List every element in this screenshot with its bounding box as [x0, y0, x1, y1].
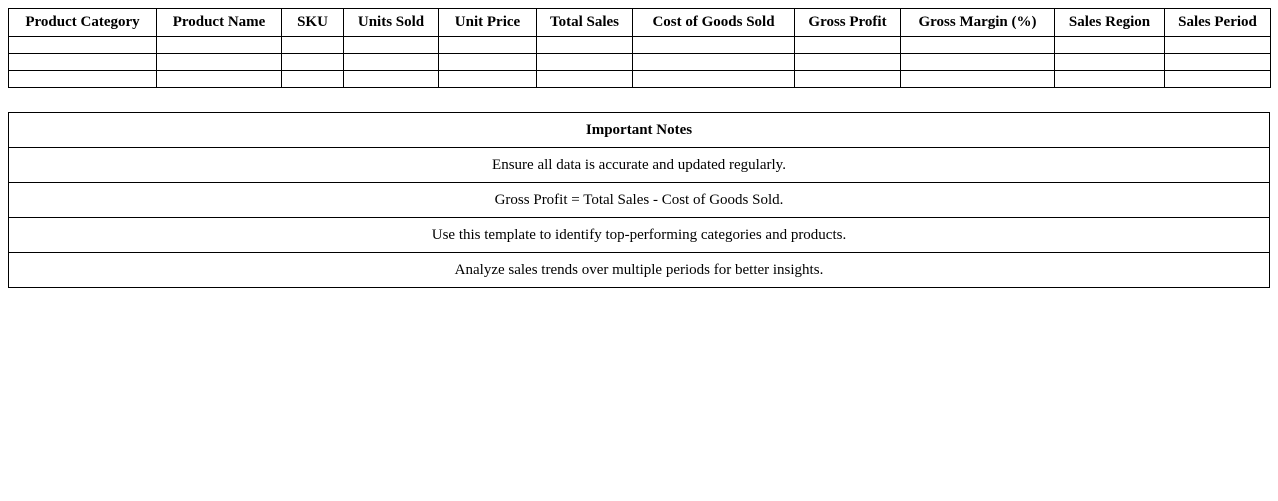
- column-header-total-sales: Total Sales: [537, 9, 633, 37]
- cell-product-name[interactable]: [157, 37, 282, 54]
- cell-sku[interactable]: [282, 71, 344, 88]
- column-header-sales-period: Sales Period: [1165, 9, 1271, 37]
- column-header-sku: SKU: [282, 9, 344, 37]
- cell-sales-region[interactable]: [1055, 54, 1165, 71]
- sales-data-table: [8, 8, 1271, 88]
- cell-product-category[interactable]: [9, 54, 157, 71]
- cell-units-sold[interactable]: [344, 54, 439, 71]
- cell-cost-of-goods-sold[interactable]: [633, 71, 795, 88]
- notes-row: [9, 183, 1270, 218]
- cell-total-sales[interactable]: [537, 54, 633, 71]
- cell-units-sold[interactable]: [344, 71, 439, 88]
- cell-sales-region[interactable]: [1055, 37, 1165, 54]
- table-row: [9, 71, 1271, 88]
- table-row: [9, 37, 1271, 54]
- column-header-gross-margin: Gross Margin (%): [901, 9, 1055, 37]
- cell-product-name[interactable]: [157, 54, 282, 71]
- column-header-unit-price: Unit Price: [439, 9, 537, 37]
- cell-gross-margin[interactable]: [901, 71, 1055, 88]
- cell-sales-region[interactable]: [1055, 71, 1165, 88]
- cell-product-category[interactable]: [9, 37, 157, 54]
- cell-gross-profit[interactable]: [795, 71, 901, 88]
- notes-header-row: [9, 113, 1270, 148]
- note-item: Gross Profit = Total Sales - Cost of Goods Sold.: [9, 183, 1270, 218]
- cell-total-sales[interactable]: [537, 71, 633, 88]
- cell-unit-price[interactable]: [439, 71, 537, 88]
- note-item: Ensure all data is accurate and updated regularly.: [9, 148, 1270, 183]
- cell-total-sales[interactable]: [537, 37, 633, 54]
- cell-unit-price[interactable]: [439, 37, 537, 54]
- cell-sales-period[interactable]: [1165, 37, 1271, 54]
- column-header-units-sold: Units Sold: [344, 9, 439, 37]
- cell-cost-of-goods-sold[interactable]: [633, 54, 795, 71]
- table-header-row: [9, 9, 1271, 37]
- cell-sales-period[interactable]: [1165, 71, 1271, 88]
- notes-row: [9, 148, 1270, 183]
- column-header-gross-profit: Gross Profit: [795, 9, 901, 37]
- notes-row: [9, 218, 1270, 253]
- cell-gross-margin[interactable]: [901, 54, 1055, 71]
- note-item: Analyze sales trends over multiple periods for better insights.: [9, 253, 1270, 288]
- cell-gross-profit[interactable]: [795, 54, 901, 71]
- column-header-cost-of-goods-sold: Cost of Goods Sold: [633, 9, 795, 37]
- column-header-product-name: Product Name: [157, 9, 282, 37]
- cell-sku[interactable]: [282, 37, 344, 54]
- cell-gross-profit[interactable]: [795, 37, 901, 54]
- cell-units-sold[interactable]: [344, 37, 439, 54]
- cell-sku[interactable]: [282, 54, 344, 71]
- note-item: Use this template to identify top-performing categories and products.: [9, 218, 1270, 253]
- cell-sales-period[interactable]: [1165, 54, 1271, 71]
- cell-cost-of-goods-sold[interactable]: [633, 37, 795, 54]
- cell-product-name[interactable]: [157, 71, 282, 88]
- cell-unit-price[interactable]: [439, 54, 537, 71]
- cell-product-category[interactable]: [9, 71, 157, 88]
- table-row: [9, 54, 1271, 71]
- important-notes-table: [8, 112, 1270, 288]
- notes-row: [9, 253, 1270, 288]
- cell-gross-margin[interactable]: [901, 37, 1055, 54]
- table-spacer: [8, 88, 1270, 112]
- column-header-product-category: Product Category: [9, 9, 157, 37]
- column-header-sales-region: Sales Region: [1055, 9, 1165, 37]
- notes-title: Important Notes: [9, 113, 1270, 148]
